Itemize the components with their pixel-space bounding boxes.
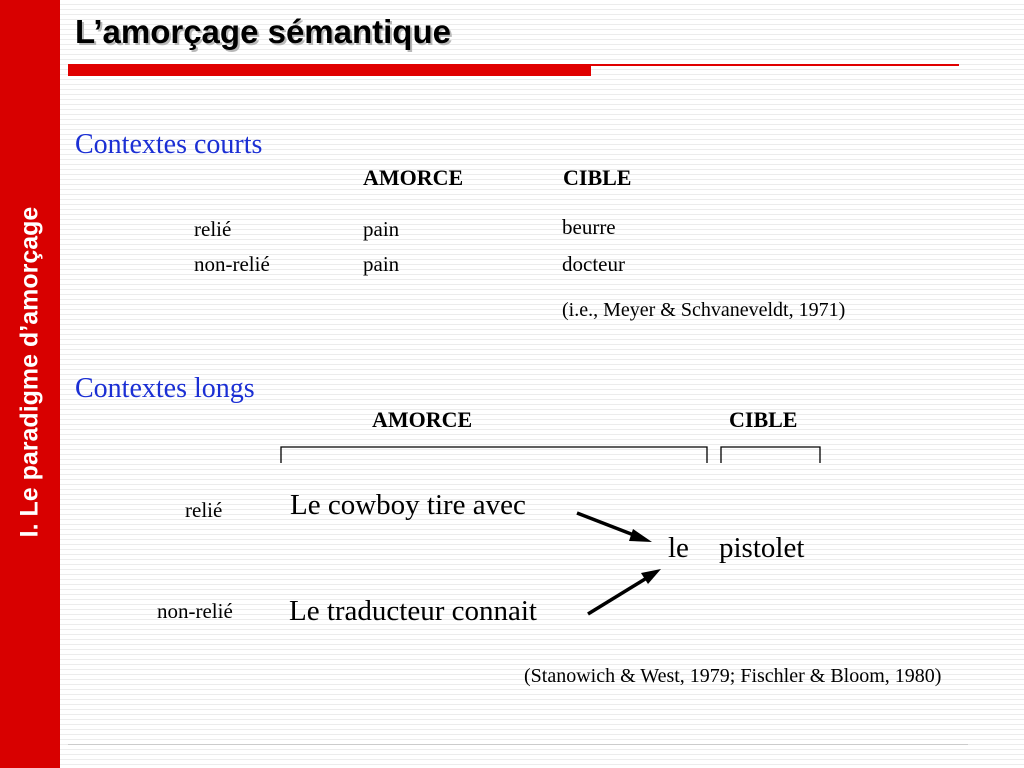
amorce-bracket <box>281 447 707 463</box>
long-contexts-amorce-header: AMORCE <box>372 407 473 432</box>
short-contexts-amorce-header: AMORCE <box>363 165 464 190</box>
related-arrow-head <box>629 529 652 542</box>
short-row-unrelated-cible: docteur <box>562 252 625 276</box>
page-title: L’amorçage sémantique <box>75 13 451 50</box>
short-row-related-amorce: pain <box>363 217 400 241</box>
cible-bracket <box>721 447 820 463</box>
long-unrelated-label: non-relié <box>157 599 233 623</box>
short-contexts-title: Contextes courts <box>75 129 263 160</box>
target-article: le <box>668 532 689 564</box>
short-row-related-label: relié <box>194 217 232 241</box>
long-contexts-cible-header: CIBLE <box>729 407 798 432</box>
unrelated-arrow-line <box>588 576 650 614</box>
unrelated-arrow-head <box>641 569 661 584</box>
short-contexts-cible-header: CIBLE <box>563 165 632 190</box>
short-row-unrelated-label: non-relié <box>194 252 270 276</box>
long-unrelated-sentence: Le traducteur connait <box>289 595 537 627</box>
long-related-sentence: Le cowboy tire avec <box>290 489 526 521</box>
short-row-related-cible: beurre <box>562 215 616 239</box>
long-contexts-reference: (Stanowich & West, 1979; Fischler & Bloom, 1980) <box>524 665 942 687</box>
target-noun: pistolet <box>719 532 805 564</box>
footer-divider <box>68 744 968 745</box>
short-row-unrelated-amorce: pain <box>363 252 400 276</box>
related-arrow-line <box>577 513 639 537</box>
long-contexts-title: Contextes longs <box>75 373 255 404</box>
short-contexts-reference: (i.e., Meyer & Schvaneveldt, 1971) <box>562 299 846 321</box>
sidebar-title: I. Le paradigme d’amorçage <box>15 206 44 538</box>
long-related-label: relié <box>185 498 223 522</box>
